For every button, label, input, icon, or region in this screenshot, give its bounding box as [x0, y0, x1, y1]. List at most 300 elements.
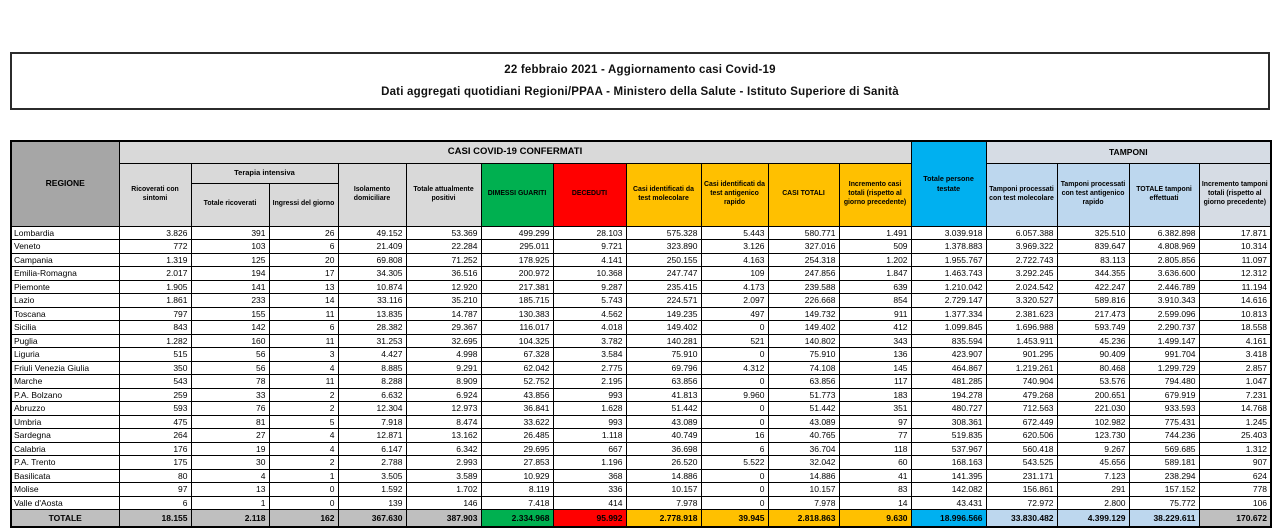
cell-value: 238.294: [1129, 469, 1199, 483]
table-row: [11, 240, 1271, 254]
cell-value: 53.576: [1057, 375, 1129, 389]
cell-value: 325.510: [1057, 226, 1129, 240]
cell-value: 67.328: [481, 348, 553, 362]
cell-value: 521: [701, 334, 768, 348]
cell-value: 80.468: [1057, 361, 1129, 375]
cell-value: 149.732: [768, 307, 839, 321]
column-header-persone-testate: Totale persone testate: [911, 141, 986, 226]
cell-value: 28.382: [338, 321, 406, 335]
cell-value: 0: [701, 469, 768, 483]
cell-value: 2.729.147: [911, 294, 986, 308]
region-name: Lazio: [11, 294, 119, 308]
cell-value: 1.702: [406, 483, 481, 497]
cell-value: 412: [839, 321, 911, 335]
cell-value: 5.443: [701, 226, 768, 240]
cell-value: 10.813: [1199, 307, 1271, 321]
cell-value: 1.219.261: [986, 361, 1057, 375]
cell-value: 9.287: [553, 280, 626, 294]
cell-value: 0: [701, 321, 768, 335]
cell-value: 422.247: [1057, 280, 1129, 294]
cell-value: 14.616: [1199, 294, 1271, 308]
cell-value: 3.969.322: [986, 240, 1057, 254]
table-row: [11, 402, 1271, 416]
cell-value: 141.395: [911, 469, 986, 483]
cell-value: 53.369: [406, 226, 481, 240]
cell-value: 839.647: [1057, 240, 1129, 254]
cell-value: 149.402: [768, 321, 839, 335]
cell-value: 1: [191, 496, 269, 510]
cell-value: 17.871: [1199, 226, 1271, 240]
cell-value: 1.696.988: [986, 321, 1057, 335]
cell-value: 667: [553, 442, 626, 456]
totale-value: 33.830.482: [986, 510, 1057, 527]
cell-value: 43.431: [911, 496, 986, 510]
cell-value: 4.163: [701, 253, 768, 267]
cell-value: 7.978: [768, 496, 839, 510]
table-row: [11, 483, 1271, 497]
cell-value: 7.418: [481, 496, 553, 510]
cell-value: 744.236: [1129, 429, 1199, 443]
cell-value: 78: [191, 375, 269, 389]
cell-value: 116.017: [481, 321, 553, 335]
cell-value: 26.485: [481, 429, 553, 443]
cell-value: 499.299: [481, 226, 553, 240]
totale-value: 170.672: [1199, 510, 1271, 527]
cell-value: 4.018: [553, 321, 626, 335]
cell-value: 624: [1199, 469, 1271, 483]
table-body: [11, 226, 1271, 510]
region-name: Veneto: [11, 240, 119, 254]
cell-value: 51.442: [626, 402, 701, 416]
cell-value: 639: [839, 280, 911, 294]
cell-value: 740.904: [986, 375, 1057, 389]
column-header-ingressi-giorno: Ingressi del giorno: [269, 183, 338, 226]
cell-value: 250.155: [626, 253, 701, 267]
column-header-ricoverati: Ricoverati con sintomi: [119, 163, 191, 226]
column-header-regione: REGIONE: [11, 141, 119, 226]
cell-value: 2.800: [1057, 496, 1129, 510]
cell-value: 1.847: [839, 267, 911, 281]
cell-value: 1.955.767: [911, 253, 986, 267]
cell-value: 10.157: [626, 483, 701, 497]
cell-value: 2: [269, 402, 338, 416]
cell-value: 475: [119, 415, 191, 429]
cell-value: 36.841: [481, 402, 553, 416]
region-name: Calabria: [11, 442, 119, 456]
cell-value: 4: [269, 442, 338, 456]
cell-value: 142: [191, 321, 269, 335]
table-row: [11, 226, 1271, 240]
region-name: Valle d'Aosta: [11, 496, 119, 510]
cell-value: 149.402: [626, 321, 701, 335]
cell-value: 1.499.147: [1129, 334, 1199, 348]
cell-value: 32.042: [768, 456, 839, 470]
table-row: [11, 361, 1271, 375]
cell-value: 0: [701, 375, 768, 389]
cell-value: 52.752: [481, 375, 553, 389]
cell-value: 185.715: [481, 294, 553, 308]
cell-value: 6.924: [406, 388, 481, 402]
cell-value: 83: [839, 483, 911, 497]
cell-value: 125: [191, 253, 269, 267]
cell-value: 2.017: [119, 267, 191, 281]
cell-value: 4: [269, 429, 338, 443]
cell-value: 97: [119, 483, 191, 497]
cell-value: 1.047: [1199, 375, 1271, 389]
cell-value: 0: [269, 496, 338, 510]
cell-value: 69.808: [338, 253, 406, 267]
column-header-casi-molecolare: Casi identificati da test molecolare: [626, 163, 701, 226]
region-name: P.A. Trento: [11, 456, 119, 470]
cell-value: 497: [701, 307, 768, 321]
cell-value: 593.749: [1057, 321, 1129, 335]
cell-value: 843: [119, 321, 191, 335]
cell-value: 6.342: [406, 442, 481, 456]
group-header-tamponi: TAMPONI: [986, 141, 1271, 163]
column-header-incremento-tamponi: Incremento tamponi totali (rispetto al giorno precedente): [1199, 163, 1271, 226]
cell-value: 835.594: [911, 334, 986, 348]
cell-value: 1.299.729: [1129, 361, 1199, 375]
cell-value: 712.563: [986, 402, 1057, 416]
cell-value: 4.562: [553, 307, 626, 321]
region-name: Sicilia: [11, 321, 119, 335]
cell-value: 8.885: [338, 361, 406, 375]
table-row: [11, 415, 1271, 429]
cell-value: 519.835: [911, 429, 986, 443]
table-row: [11, 429, 1271, 443]
cell-value: 343: [839, 334, 911, 348]
column-header-isolamento: Isolamento domiciliare: [338, 163, 406, 226]
cell-value: 69.796: [626, 361, 701, 375]
cell-value: 7.123: [1057, 469, 1129, 483]
cell-value: 2.381.623: [986, 307, 1057, 321]
cell-value: 368: [553, 469, 626, 483]
region-name: P.A. Bolzano: [11, 388, 119, 402]
cell-value: 6.632: [338, 388, 406, 402]
cell-value: 797: [119, 307, 191, 321]
table-row: [11, 267, 1271, 281]
cell-value: 60: [839, 456, 911, 470]
cell-value: 1.463.743: [911, 267, 986, 281]
cell-value: 12.304: [338, 402, 406, 416]
cell-value: 537.967: [911, 442, 986, 456]
cell-value: 480.727: [911, 402, 986, 416]
cell-value: 14.886: [768, 469, 839, 483]
cell-value: 933.593: [1129, 402, 1199, 416]
region-name: Lombardia: [11, 226, 119, 240]
cell-value: 233: [191, 294, 269, 308]
cell-value: 155: [191, 307, 269, 321]
cell-value: 160: [191, 334, 269, 348]
cell-value: 28.103: [553, 226, 626, 240]
cell-value: 11: [269, 334, 338, 348]
cell-value: 77: [839, 429, 911, 443]
cell-value: 2.446.789: [1129, 280, 1199, 294]
cell-value: 217.473: [1057, 307, 1129, 321]
cell-value: 4.161: [1199, 334, 1271, 348]
cell-value: 350: [119, 361, 191, 375]
cell-value: 6.382.898: [1129, 226, 1199, 240]
cell-value: 16: [701, 429, 768, 443]
cell-value: 575.328: [626, 226, 701, 240]
cell-value: 51.773: [768, 388, 839, 402]
cell-value: 217.381: [481, 280, 553, 294]
cell-value: 41.813: [626, 388, 701, 402]
table-row: [11, 496, 1271, 510]
cell-value: 8.909: [406, 375, 481, 389]
cell-value: 9.960: [701, 388, 768, 402]
cell-value: 71.252: [406, 253, 481, 267]
totale-value: 2.334.968: [481, 510, 553, 527]
cell-value: 543.525: [986, 456, 1057, 470]
cell-value: 27.853: [481, 456, 553, 470]
cell-value: 5.743: [553, 294, 626, 308]
cell-value: 36.516: [406, 267, 481, 281]
cell-value: 1.378.883: [911, 240, 986, 254]
cell-value: 6.057.388: [986, 226, 1057, 240]
table-row: [11, 294, 1271, 308]
cell-value: 118: [839, 442, 911, 456]
cell-value: 13: [269, 280, 338, 294]
region-name: Puglia: [11, 334, 119, 348]
column-header-casi-antigenico: Casi identificati da test antigenico rapido: [701, 163, 768, 226]
cell-value: 157.152: [1129, 483, 1199, 497]
column-header-attualmente-positivi: Totale attualmente positivi: [406, 163, 481, 226]
table-row: [11, 375, 1271, 389]
cell-value: 323.890: [626, 240, 701, 254]
cell-value: 142.082: [911, 483, 986, 497]
totale-row: [11, 510, 1271, 527]
table-header: [11, 141, 1271, 226]
cell-value: 12.920: [406, 280, 481, 294]
cell-value: 10.314: [1199, 240, 1271, 254]
cell-value: 45.236: [1057, 334, 1129, 348]
cell-value: 74.108: [768, 361, 839, 375]
column-header-tamponi-antigenico: Tamponi processati con test antigenico rapido: [1057, 163, 1129, 226]
cell-value: 1.245: [1199, 415, 1271, 429]
cell-value: 589.181: [1129, 456, 1199, 470]
cell-value: 2.195: [553, 375, 626, 389]
cell-value: 26: [269, 226, 338, 240]
cell-value: 178.925: [481, 253, 553, 267]
cell-value: 327.016: [768, 240, 839, 254]
table-row: [11, 388, 1271, 402]
cell-value: 139: [338, 496, 406, 510]
cell-value: 36.704: [768, 442, 839, 456]
group-header-casi-confermati: CASI COVID-19 CONFERMATI: [119, 141, 911, 163]
cell-value: 1.628: [553, 402, 626, 416]
cell-value: 231.171: [986, 469, 1057, 483]
cell-value: 247.747: [626, 267, 701, 281]
cell-value: 3.826: [119, 226, 191, 240]
cell-value: 0: [701, 348, 768, 362]
cell-value: 0: [701, 402, 768, 416]
cell-value: 145: [839, 361, 911, 375]
cell-value: 1.282: [119, 334, 191, 348]
cell-value: 183: [839, 388, 911, 402]
cell-value: 156.861: [986, 483, 1057, 497]
cell-value: 43.089: [626, 415, 701, 429]
cell-value: 14.787: [406, 307, 481, 321]
cell-value: 11: [269, 375, 338, 389]
cell-value: 25.403: [1199, 429, 1271, 443]
cell-value: 35.210: [406, 294, 481, 308]
cell-value: 11.097: [1199, 253, 1271, 267]
cell-value: 854: [839, 294, 911, 308]
cell-value: 515: [119, 348, 191, 362]
cell-value: 29.367: [406, 321, 481, 335]
cell-value: 1.196: [553, 456, 626, 470]
totale-value: 162: [269, 510, 338, 527]
cell-value: 3.126: [701, 240, 768, 254]
cell-value: 81: [191, 415, 269, 429]
cell-value: 2: [269, 456, 338, 470]
cell-value: 672.449: [986, 415, 1057, 429]
table-footer: [11, 510, 1271, 527]
cell-value: 3.505: [338, 469, 406, 483]
cell-value: 778: [1199, 483, 1271, 497]
cell-value: 31.253: [338, 334, 406, 348]
cell-value: 3.418: [1199, 348, 1271, 362]
cell-value: 226.668: [768, 294, 839, 308]
cell-value: 259: [119, 388, 191, 402]
cell-value: 11: [269, 307, 338, 321]
cell-value: 464.867: [911, 361, 986, 375]
cell-value: 33.622: [481, 415, 553, 429]
totale-value: 18.996.566: [911, 510, 986, 527]
totale-value: 9.630: [839, 510, 911, 527]
cell-value: 130.383: [481, 307, 553, 321]
cell-value: 1.319: [119, 253, 191, 267]
cell-value: 391: [191, 226, 269, 240]
cell-value: 30: [191, 456, 269, 470]
cell-value: 1.202: [839, 253, 911, 267]
cell-value: 794.480: [1129, 375, 1199, 389]
cell-value: 102.982: [1057, 415, 1129, 429]
region-name: Sardegna: [11, 429, 119, 443]
cell-value: 5: [269, 415, 338, 429]
cell-value: 123.730: [1057, 429, 1129, 443]
cell-value: 247.856: [768, 267, 839, 281]
cell-value: 33.116: [338, 294, 406, 308]
cell-value: 1.905: [119, 280, 191, 294]
cell-value: 2.805.856: [1129, 253, 1199, 267]
cell-value: 479.268: [986, 388, 1057, 402]
group-header-terapia-intensiva: Terapia intensiva: [191, 163, 338, 183]
cell-value: 2.097: [701, 294, 768, 308]
table-row: [11, 253, 1271, 267]
cell-value: 5.522: [701, 456, 768, 470]
cell-value: 13.162: [406, 429, 481, 443]
cell-value: 32.695: [406, 334, 481, 348]
totale-value: 18.155: [119, 510, 191, 527]
cell-value: 2: [269, 388, 338, 402]
cell-value: 0: [269, 483, 338, 497]
cell-value: 146: [406, 496, 481, 510]
cell-value: 3.584: [553, 348, 626, 362]
cell-value: 62.042: [481, 361, 553, 375]
cell-value: 7.978: [626, 496, 701, 510]
cell-value: 12.312: [1199, 267, 1271, 281]
cell-value: 907: [1199, 456, 1271, 470]
column-header-incremento-casi: Incremento casi totali (rispetto al giorno precedente): [839, 163, 911, 226]
cell-value: 6: [701, 442, 768, 456]
region-name: Umbria: [11, 415, 119, 429]
cell-value: 3.039.918: [911, 226, 986, 240]
cell-value: 4.173: [701, 280, 768, 294]
cell-value: 264: [119, 429, 191, 443]
cell-value: 901.295: [986, 348, 1057, 362]
cell-value: 56: [191, 361, 269, 375]
cell-value: 580.771: [768, 226, 839, 240]
cell-value: 149.235: [626, 307, 701, 321]
cell-value: 235.415: [626, 280, 701, 294]
cell-value: 344.355: [1057, 267, 1129, 281]
cell-value: 1.099.845: [911, 321, 986, 335]
cell-value: 43.856: [481, 388, 553, 402]
totale-value: 2.118: [191, 510, 269, 527]
cell-value: 6: [269, 240, 338, 254]
cell-value: 41: [839, 469, 911, 483]
totale-value: 95.992: [553, 510, 626, 527]
bulletin-title: 22 febbraio 2021 - Aggiornamento casi Covid-19: [504, 64, 776, 76]
cell-value: 90.409: [1057, 348, 1129, 362]
totale-value: 387.903: [406, 510, 481, 527]
cell-value: 991.704: [1129, 348, 1199, 362]
cell-value: 1: [269, 469, 338, 483]
cell-value: 1.453.911: [986, 334, 1057, 348]
cell-value: 3: [269, 348, 338, 362]
totale-value: 38.229.611: [1129, 510, 1199, 527]
table-row: [11, 280, 1271, 294]
cell-value: 509: [839, 240, 911, 254]
cell-value: 75.772: [1129, 496, 1199, 510]
cell-value: 2.993: [406, 456, 481, 470]
column-header-tamponi-molecolare: Tamponi processati con test molecolare: [986, 163, 1057, 226]
cell-value: 2.722.743: [986, 253, 1057, 267]
cell-value: 9.267: [1057, 442, 1129, 456]
cell-value: 775.431: [1129, 415, 1199, 429]
cell-value: 13.835: [338, 307, 406, 321]
cell-value: 560.418: [986, 442, 1057, 456]
cell-value: 9.721: [553, 240, 626, 254]
table-row: [11, 321, 1271, 335]
bulletin-subtitle: Dati aggregati quotidiani Regioni/PPAA - Ministero della Salute - Istituto Superiore di Sanità: [381, 86, 899, 98]
cell-value: 7.231: [1199, 388, 1271, 402]
cell-value: 2.599.096: [1129, 307, 1199, 321]
column-header-dimessi-guariti: DIMESSI GUARITI: [481, 163, 553, 226]
cell-value: 175: [119, 456, 191, 470]
region-name: Emilia-Romagna: [11, 267, 119, 281]
cell-value: 34.305: [338, 267, 406, 281]
cell-value: 27: [191, 429, 269, 443]
cell-value: 6: [269, 321, 338, 335]
cell-value: 75.910: [768, 348, 839, 362]
cell-value: 2.857: [1199, 361, 1271, 375]
cell-value: 593: [119, 402, 191, 416]
cell-value: 49.152: [338, 226, 406, 240]
cell-value: 141: [191, 280, 269, 294]
cell-value: 10.368: [553, 267, 626, 281]
cell-value: 4.312: [701, 361, 768, 375]
totale-label: TOTALE: [11, 510, 119, 527]
table-row: [11, 442, 1271, 456]
column-header-deceduti: DECEDUTI: [553, 163, 626, 226]
cell-value: 80: [119, 469, 191, 483]
cell-value: 17: [269, 267, 338, 281]
cell-value: 10.929: [481, 469, 553, 483]
cell-value: 3.589: [406, 469, 481, 483]
